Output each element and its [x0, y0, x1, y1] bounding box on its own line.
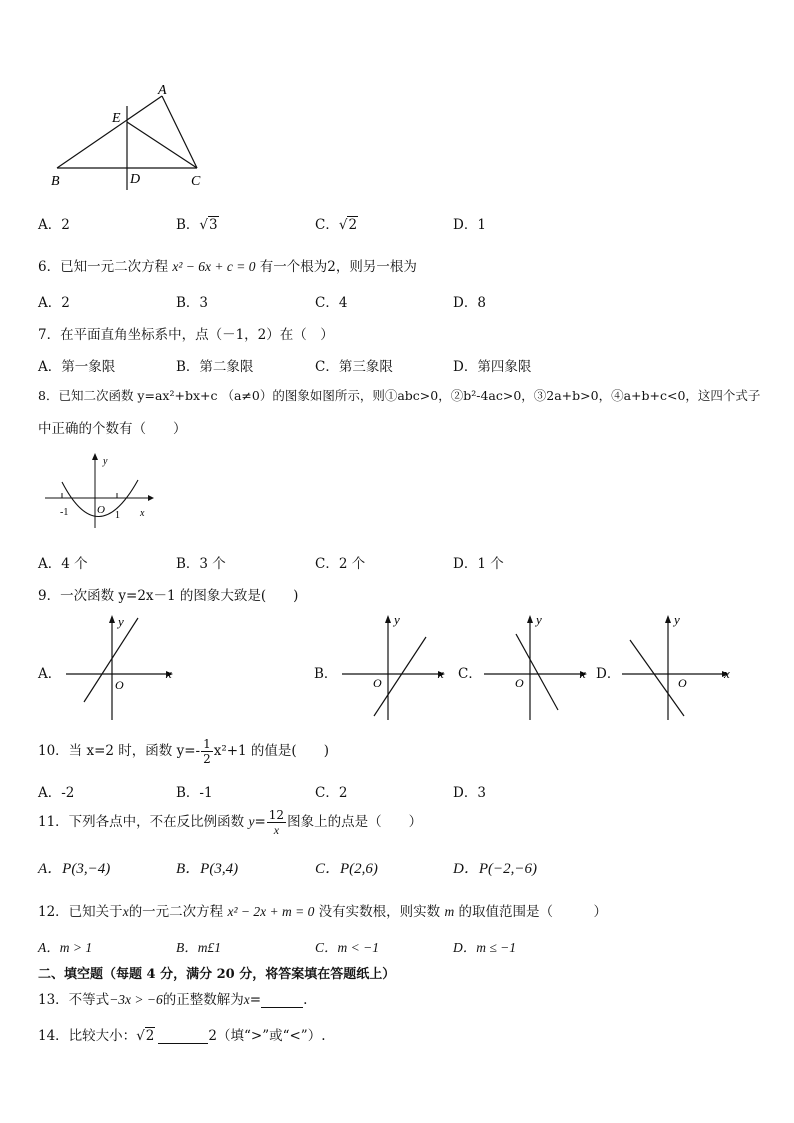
q9-option-b-label[interactable]: B． [314, 666, 338, 682]
q5-option-c[interactable]: C．√2 [315, 217, 358, 233]
q5-option-b-radicand: 3 [209, 217, 218, 233]
q14-radicand: 2 [145, 1028, 155, 1044]
graph-origin-label: O [97, 504, 105, 516]
q12-m: m [444, 904, 455, 919]
q5-option-c-prefix: C． [315, 217, 339, 233]
q9-graph-b[interactable] [340, 610, 452, 722]
q11-y: y [248, 814, 255, 829]
q12-option-c[interactable]: C．m < −1 [315, 940, 379, 955]
q13-answer-blank[interactable] [261, 993, 303, 1008]
q12-option-b[interactable]: B．m£1 [176, 940, 221, 955]
q12-p1: 12．已知关于 [38, 904, 123, 920]
q12-p2: 的一元二次方程 [128, 904, 224, 920]
q11-eq: = [254, 814, 266, 830]
q6-prefix: 6．已知一元二次方程 [38, 259, 169, 275]
q10-option-b[interactable]: B．-1 [176, 785, 213, 801]
graph-c-o: O [515, 676, 524, 690]
q12-p4: 的取值范围是（ ） [458, 904, 607, 920]
triangle-figure [45, 80, 215, 195]
q9-graph-c[interactable] [482, 610, 594, 722]
q14-prefix: 14．比较大小： [38, 1028, 137, 1044]
q7-option-b[interactable]: B．第二象限 [176, 359, 254, 375]
graph-b-x: x [438, 666, 444, 681]
graph-a-o: O [115, 678, 124, 692]
q7-option-a[interactable]: A．第一象限 [38, 359, 116, 375]
q10-option-c[interactable]: C．2 [315, 785, 348, 801]
question-9: 9．一次函数 y=2x－1 的图象大致是( ) [38, 588, 299, 604]
label-a: A [158, 83, 167, 98]
q8-option-d[interactable]: D．1 个 [453, 556, 504, 572]
section-2-title: 二、填空题（每题 4 分，满分 20 分，将答案填在答题纸上） [38, 967, 396, 982]
q13-eq: = [249, 992, 262, 1008]
graph-b-o: O [373, 676, 382, 690]
q6-option-c[interactable]: C．4 [315, 295, 348, 311]
label-b: B [51, 174, 60, 189]
q11-prefix: 11．下列各点中，不在反比例函数 [38, 814, 245, 830]
q5-option-d[interactable]: D．1 [453, 217, 486, 233]
q10-denominator: 2 [203, 752, 211, 766]
q11-option-d[interactable]: D．P(−2,−6) [453, 861, 537, 877]
q13-mid: 的正整数解为 [162, 992, 244, 1008]
question-13 [38, 988, 307, 1008]
question-10 [38, 737, 329, 766]
graph-x-label: x [140, 508, 145, 519]
q10-prefix: 10．当 x=2 时，函数 y=- [38, 743, 201, 759]
q14-after: 2（填“>”或“<”）. [208, 1028, 326, 1044]
q6-option-b[interactable]: B．3 [176, 295, 209, 311]
q11-option-c[interactable]: C．P(2,6) [315, 861, 378, 877]
q7-option-c[interactable]: C．第三象限 [315, 359, 393, 375]
question-8-line-2: 中正确的个数有（ ） [38, 421, 187, 437]
question-8-line-1: 8．已知二次函数 y=ax²+bx+c （a≠0）的图象如图所示，则①abc>0，②b²-4ac>0，③2a+b>0，④a+b+c<0，这四个式子 [38, 388, 761, 403]
graph-d-x: x [724, 666, 730, 681]
q11-suffix: 图象上的点是（ ） [287, 814, 423, 830]
q11-option-b[interactable]: B．P(3,4) [176, 861, 239, 877]
graph-c-x: x [580, 666, 586, 681]
question-6 [38, 255, 417, 275]
q6-equation: x² − 6x + c = 0 [172, 259, 256, 274]
q12-option-d[interactable]: D．m ≤ −1 [453, 940, 517, 955]
graph-a-x: x [166, 666, 172, 681]
q10-option-a[interactable]: A．-2 [38, 785, 75, 801]
q10-suffix: x²+1 的值是( ) [213, 743, 329, 759]
q11-option-a[interactable]: A．P(3,−4) [38, 861, 111, 877]
label-c: C [191, 174, 201, 189]
q10-option-d[interactable]: D．3 [453, 785, 486, 801]
q12-equation: x² − 2x + m = 0 [227, 904, 315, 919]
label-d: D [130, 172, 141, 187]
q12-option-a[interactable]: A．m > 1 [38, 940, 93, 955]
q6-suffix: 有一个根为2，则另一根为 [259, 259, 417, 275]
q10-numerator: 1 [203, 737, 211, 751]
q9-graph-d[interactable] [620, 610, 744, 722]
graph-a-y: y [118, 614, 124, 629]
q11-fraction [267, 808, 286, 837]
parabola-graph [40, 452, 155, 532]
q14-answer-blank[interactable] [158, 1029, 208, 1044]
q11-numerator: 12 [268, 808, 285, 822]
q5-option-c-radicand: 2 [348, 217, 358, 233]
graph-c-y: y [536, 612, 542, 627]
q13-prefix: 13．不等式 [38, 992, 110, 1008]
q8-option-a[interactable]: A．4 个 [38, 556, 88, 572]
graph-d-o: O [678, 676, 687, 690]
q9-option-d-label[interactable]: D． [596, 666, 621, 682]
q10-fraction [201, 737, 213, 766]
q7-option-d[interactable]: D．第四象限 [453, 359, 532, 375]
q13-inequality: −3x > −6 [109, 992, 163, 1007]
q13-var: x [243, 992, 250, 1007]
q6-option-a[interactable]: A．2 [38, 295, 70, 311]
question-12 [38, 900, 607, 920]
graph-neg1-label: -1 [60, 507, 69, 518]
q12-p3: 没有实数根，则实数 [318, 904, 441, 920]
q5-option-a[interactable]: A．2 [38, 217, 70, 233]
q9-graph-a[interactable] [62, 612, 177, 722]
q12-x: x [122, 904, 129, 919]
question-7: 7．在平面直角坐标系中，点（－1，2）在（ ） [38, 327, 334, 343]
question-14: 14．比较大小：√2 2（填“>”或“<”）. [38, 1028, 326, 1044]
q9-option-a-label[interactable]: A． [38, 666, 62, 682]
graph-one-label: 1 [115, 510, 120, 521]
q13-end: . [303, 992, 308, 1008]
graph-y-label: y [103, 456, 108, 467]
q11-denominator: x [273, 823, 280, 837]
label-e: E [112, 111, 121, 126]
q8-option-b[interactable]: B．3 个 [176, 556, 226, 572]
q6-option-d[interactable]: D．8 [453, 295, 486, 311]
graph-d-y: y [674, 612, 680, 627]
question-11 [38, 808, 422, 837]
graph-b-y: y [394, 612, 400, 627]
q8-option-c[interactable]: C．2 个 [315, 556, 366, 572]
q5-option-b[interactable]: B．√3 [176, 217, 218, 233]
q5-option-b-prefix: B． [176, 217, 200, 233]
q9-option-c-label[interactable]: C． [458, 666, 482, 682]
